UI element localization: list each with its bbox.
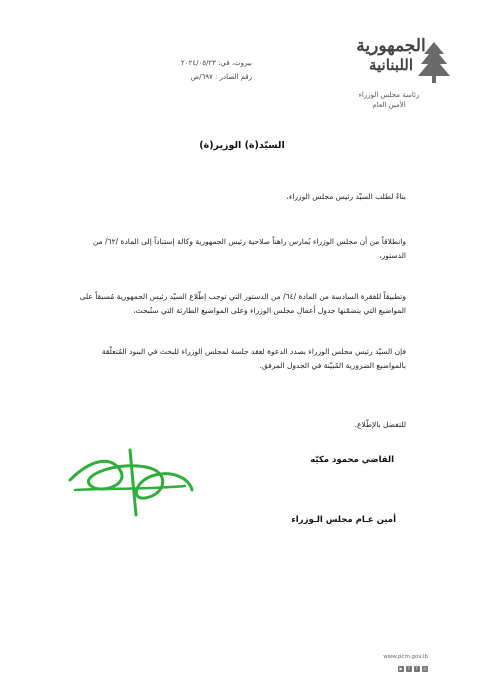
office-line-1: رئاسة مجلس الوزراء xyxy=(358,91,420,99)
signatory-name: القاضي محمود مكيّه xyxy=(310,455,394,465)
office-block xyxy=(334,90,444,110)
date-line: بيروت، في: ٢٠٢٤/٠٥/٢٣ xyxy=(181,59,252,67)
paragraph-1: بناءً لطلب السيّد رئيس مجلس الوزراء، xyxy=(286,192,406,201)
reference-line: رقم الصادر : ٦٩٧/ص xyxy=(190,73,252,81)
crest-line-2: اللبنانية xyxy=(368,56,414,74)
youtube-icon: ▶ xyxy=(399,666,403,671)
paragraph-3: وتطبيقاً للفقرة السادسة من المادة /٦٤/ من الدستور التي توجب إطّلاع السيّد رئيس الجمهورية مُسبقاً على المواضيع التي يتضمّنها جدول أعمال مجلس الوزراء وعلى المواضيع الطارئة التي ستُبحث، xyxy=(79,292,406,315)
cedar-tree-icon xyxy=(416,40,452,84)
twitter-icon: t xyxy=(406,666,412,672)
office-line-2: الأمين العام xyxy=(372,101,406,109)
handwritten-signature xyxy=(60,440,200,520)
social-icons xyxy=(398,666,428,672)
letter-title: السيّد(ة) الوزير(ة) xyxy=(199,140,285,151)
letter-meta xyxy=(72,56,252,84)
instagram-icon: ◎ xyxy=(423,666,427,671)
paragraph-5: للتفضل بالإطّلاع. xyxy=(354,420,406,429)
footer-website: www.pcm.gov.lb xyxy=(383,654,428,660)
facebook-icon: f xyxy=(414,666,420,672)
crest-line-1: الجمهورية xyxy=(356,36,426,56)
signatory-role: أمين عـام مجلس الـوزراء xyxy=(291,515,396,525)
paragraph-2: وانطلاقاً من أن مجلس الوزراء يُمارس راهناً صلاحية رئيس الجمهورية وكالة إستناداً إلى المادة /٦٢/ من الدستور، xyxy=(92,237,406,260)
paragraph-4: فإن السيّد رئيس مجلس الوزراء بصدد الدعوة لعقد جلسة لمجلس الوزراء للبحث في البنود المُتعلّقة بالمواضيع الضرورية المُبيّنة في الجدول المرفق. xyxy=(101,347,406,370)
